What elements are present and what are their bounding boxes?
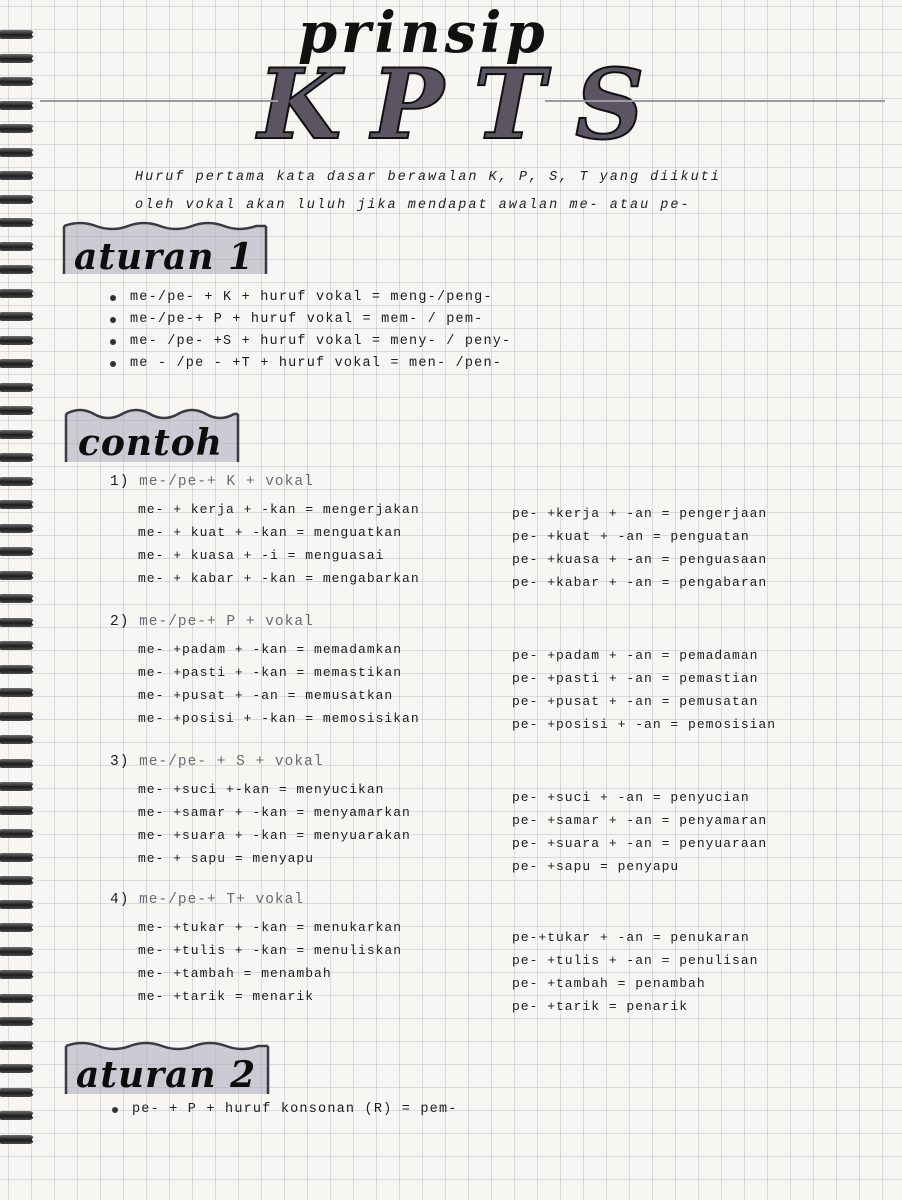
example-pe-line: pe- +pasti + -an = pemastian (512, 671, 759, 686)
spiral-ring (0, 359, 34, 368)
example-pe-line: pe- +kuasa + -an = penguasaan (512, 552, 768, 567)
title-rule-right (545, 100, 885, 102)
spiral-ring (0, 218, 34, 227)
rule-item: me-/pe-+ P + huruf vokal = mem- / pem- (130, 312, 484, 327)
example-me-line: me- +posisi + -kan = memosisikan (138, 711, 420, 726)
example-me-line: me- + kuat + -kan = menguatkan (138, 525, 403, 540)
example-pe-line: pe- +padam + -an = pemadaman (512, 648, 759, 663)
spiral-ring (0, 453, 34, 462)
example-pe-line: pe- +suci + -an = penyucian (512, 790, 750, 805)
spiral-ring (0, 289, 34, 298)
bullet-dot (110, 295, 116, 301)
example-group-number: 2) (110, 614, 130, 630)
rule-item: me-/pe- + K + huruf vokal = meng-/peng- (130, 290, 493, 305)
example-me-line: me- +suci +-kan = menyucikan (138, 782, 385, 797)
spiral-ring (0, 571, 34, 580)
spiral-ring (0, 782, 34, 791)
bullet-dot (112, 1107, 118, 1113)
example-pe-line: pe- +sapu = penyapu (512, 859, 680, 874)
spiral-ring (0, 54, 34, 63)
title-main: KPTS (258, 48, 675, 161)
spiral-ring (0, 547, 34, 556)
example-me-line: me- +tambah = menambah (138, 966, 332, 981)
example-pe-line: pe- +posisi + -an = pemosisian (512, 717, 777, 732)
spiral-ring (0, 383, 34, 392)
example-group-title (110, 614, 314, 630)
spiral-ring (0, 853, 34, 862)
example-group-number: 3) (110, 754, 130, 770)
example-me-line: me- +pusat + -an = memusatkan (138, 688, 394, 703)
example-me-line: me- + kabar + -kan = mengabarkan (138, 571, 420, 586)
intro-line-2: oleh vokal akan luluh jika mendapat awalan me- atau pe- (135, 198, 691, 213)
spiral-ring (0, 641, 34, 650)
rule-item: me- /pe- +S + huruf vokal = meny- / peny- (130, 334, 512, 349)
spiral-ring (0, 876, 34, 885)
bullet-dot (110, 339, 116, 345)
example-me-line: me- +suara + -kan = menyuarakan (138, 828, 411, 843)
spiral-ring (0, 970, 34, 979)
spiral-ring (0, 1135, 34, 1144)
title-script: prinsip (298, 0, 549, 66)
spiral-ring (0, 900, 34, 909)
example-me-line: me- +samar + -kan = menyamarkan (138, 805, 411, 820)
spiral-ring (0, 759, 34, 768)
example-me-line: me- + kuasa + -i = menguasai (138, 548, 385, 563)
spiral-ring (0, 171, 34, 180)
spiral-ring (0, 712, 34, 721)
example-pe-line: pe- +suara + -an = penyuaraan (512, 836, 768, 851)
spiral-ring (0, 500, 34, 509)
spiral-ring (0, 994, 34, 1003)
example-pe-line: pe- +tambah = penambah (512, 976, 706, 991)
spiral-ring (0, 195, 34, 204)
spiral-ring (0, 947, 34, 956)
example-pe-line: pe- +pusat + -an = pemusatan (512, 694, 759, 709)
spiral-ring (0, 665, 34, 674)
example-me-line: me- +pasti + -kan = memastikan (138, 665, 403, 680)
spiral-ring (0, 1064, 34, 1073)
spiral-ring (0, 1017, 34, 1026)
spiral-ring (0, 30, 34, 39)
heading-aturan-1: aturan 1 (74, 236, 255, 278)
spiral-ring (0, 923, 34, 932)
spiral-ring (0, 430, 34, 439)
example-me-line: me- + sapu = menyapu (138, 851, 315, 866)
spiral-binding (0, 30, 38, 1180)
example-group-formula: me-/pe- + S + vokal (139, 754, 324, 770)
spiral-ring (0, 618, 34, 627)
example-me-line: me- +tukar + -kan = menukarkan (138, 920, 403, 935)
example-group-formula: me-/pe-+ P + vokal (139, 614, 314, 630)
spiral-ring (0, 594, 34, 603)
example-me-line: me- +tarik = menarik (138, 989, 315, 1004)
example-group-title (110, 892, 304, 908)
spiral-ring (0, 1111, 34, 1120)
example-group-formula: me-/pe-+ K + vokal (139, 474, 314, 490)
spiral-ring (0, 1041, 34, 1050)
example-group-number: 1) (110, 474, 130, 490)
bullet-dot (110, 317, 116, 323)
example-group-formula: me-/pe-+ T+ vokal (139, 892, 305, 908)
spiral-ring (0, 148, 34, 157)
spiral-ring (0, 265, 34, 274)
spiral-ring (0, 477, 34, 486)
example-pe-line: pe- +tarik = penarik (512, 999, 689, 1014)
spiral-ring (0, 688, 34, 697)
spiral-ring (0, 77, 34, 86)
spiral-ring (0, 406, 34, 415)
rule-item: pe- + P + huruf konsonan (R) = pem- (132, 1102, 458, 1117)
title-rule-left (40, 100, 278, 102)
example-pe-line: pe- +tulis + -an = penulisan (512, 953, 759, 968)
spiral-ring (0, 1088, 34, 1097)
spiral-ring (0, 806, 34, 815)
example-pe-line: pe- +kerja + -an = pengerjaan (512, 506, 768, 521)
intro-line-1: Huruf pertama kata dasar berawalan K, P, S, T yang diikuti (135, 170, 721, 185)
example-pe-line: pe-+tukar + -an = penukaran (512, 930, 750, 945)
heading-aturan-2: aturan 2 (76, 1054, 257, 1096)
spiral-ring (0, 101, 34, 110)
spiral-ring (0, 829, 34, 838)
bullet-dot (110, 361, 116, 367)
spiral-ring (0, 336, 34, 345)
heading-contoh: contoh (78, 422, 223, 464)
spiral-ring (0, 735, 34, 744)
spiral-ring (0, 124, 34, 133)
example-me-line: me- +padam + -kan = memadamkan (138, 642, 403, 657)
example-group-title (110, 474, 314, 490)
spiral-ring (0, 312, 34, 321)
example-group-number: 4) (110, 892, 130, 908)
example-pe-line: pe- +kuat + -an = penguatan (512, 529, 750, 544)
spiral-ring (0, 524, 34, 533)
example-pe-line: pe- +kabar + -an = pengabaran (512, 575, 768, 590)
example-pe-line: pe- +samar + -an = penyamaran (512, 813, 768, 828)
example-me-line: me- +tulis + -kan = menuliskan (138, 943, 403, 958)
example-group-title (110, 754, 323, 770)
example-me-line: me- + kerja + -kan = mengerjakan (138, 502, 420, 517)
rule-item: me - /pe - +T + huruf vokal = men- /pen- (130, 356, 503, 371)
spiral-ring (0, 242, 34, 251)
